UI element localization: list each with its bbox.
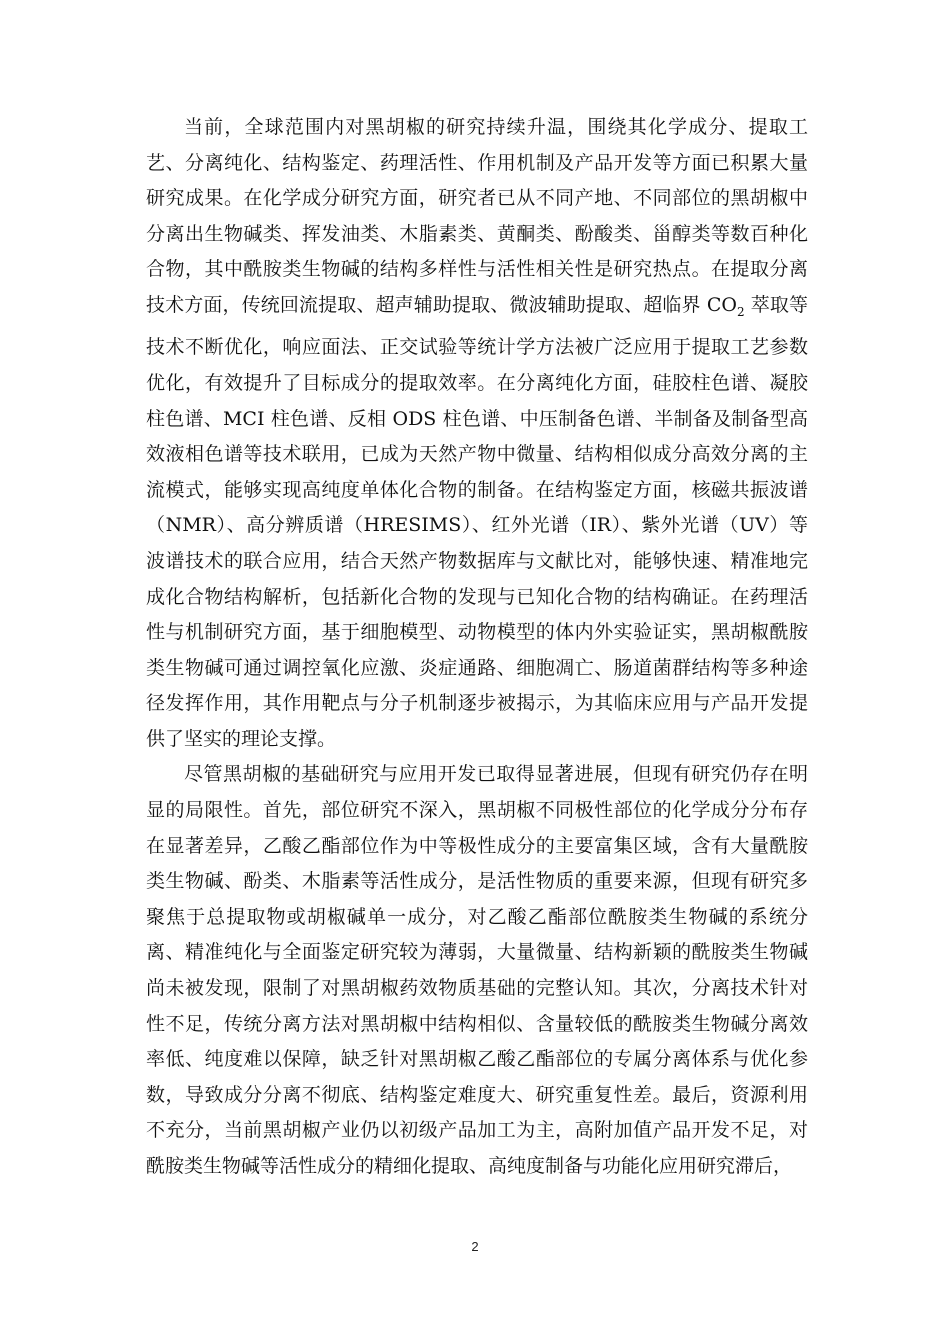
paragraph-1-text-b: 萃取等技术不断优化，响应面法、正交试验等统计学方法被广泛应用于提取工艺参数优化，有效提升了目标成分的提取效率。在分离纯化方面，硅胶柱色谱、凝胶柱色谱、MCI 柱色谱、反相 ODS 柱色谱、中压制备色谱、半制备及制备型高效液相色谱等技术联用，已成为天然产物中微量、结构相似成分高效分离的主流模式，能够实现高纯度单体化合物的制备。在结构鉴定方面，核磁共振波谱（NMR）、高分辨质谱（HRESIMS）、红外光谱（IR）、紫外光谱（UV）等波谱技术的联合应用，结合天然产物数据库与文献比对，能够快速、精准地完成化合物结构解析，包括新化合物的发现与已知化合物的结构确证。在药理活性与机制研究方面，基于细胞模型、动物模型的体内外实验证实，黑胡椒酰胺类生物碱可通过调控氧化应激、炎症通路、细胞凋亡、肠道菌群结构等多种途径发挥作用，其作用靶点与分子机制逐步被揭示，为其临床应用与产品开发提供了坚实的理论支撑。 — [146, 293, 808, 750]
co2-subscript: 2 — [736, 304, 745, 319]
paragraph-2: 尽管黑胡椒的基础研究与应用开发已取得显著进展，但现有研究仍存在明显的局限性。首先，部位研究不深入，黑胡椒不同极性部位的化学成分分布存在显著差异，乙酸乙酯部位作为中等极性成分的主要富集区域，含有大量酰胺类生物碱、酚类、木脂素等活性成分，是活性物质的重要来源，但现有研究多聚焦于总提取物或胡椒碱单一成分，对乙酸乙酯部位酰胺类生物碱的系统分离、精准纯化与全面鉴定研究较为薄弱，大量微量、结构新颖的酰胺类生物碱尚未被发现，限制了对黑胡椒药效物质基础的完整认知。其次，分离技术针对性不足，传统分离方法对黑胡椒中结构相似、含量较低的酰胺类生物碱分离效率低、纯度难以保障，缺乏针对黑胡椒乙酸乙酯部位的专属分离体系与优化参数，导致成分分离不彻底、结构鉴定难度大、研究重复性差。最后，资源利用不充分，当前黑胡椒产业仍以初级产品加工为主，高附加值产品开发不足，对酰胺类生物碱等活性成分的精细化提取、高纯度制备与功能化应用研究滞后， — [146, 763, 808, 1178]
paragraph-1-text-a: 当前，全球范围内对黑胡椒的研究持续升温，围绕其化学成分、提取工艺、分离纯化、结构鉴定、药理活性、作用机制及产品开发等方面已积累大量研究成果。在化学成分研究方面，研究者已从不同产地、不同部位的黑胡椒中分离出生物碱类、挥发油类、木脂素类、黄酮类、酚酸类、甾醇类等数百种化合物，其中酰胺类生物碱的结构多样性与活性相关性是研究热点。在提取分离技术方面，传统回流提取、超声辅助提取、微波辅助提取、超临界 CO — [146, 116, 808, 316]
paragraph-1 — [146, 110, 808, 757]
page-number: 2 — [471, 1239, 479, 1254]
body-text — [146, 110, 808, 1185]
